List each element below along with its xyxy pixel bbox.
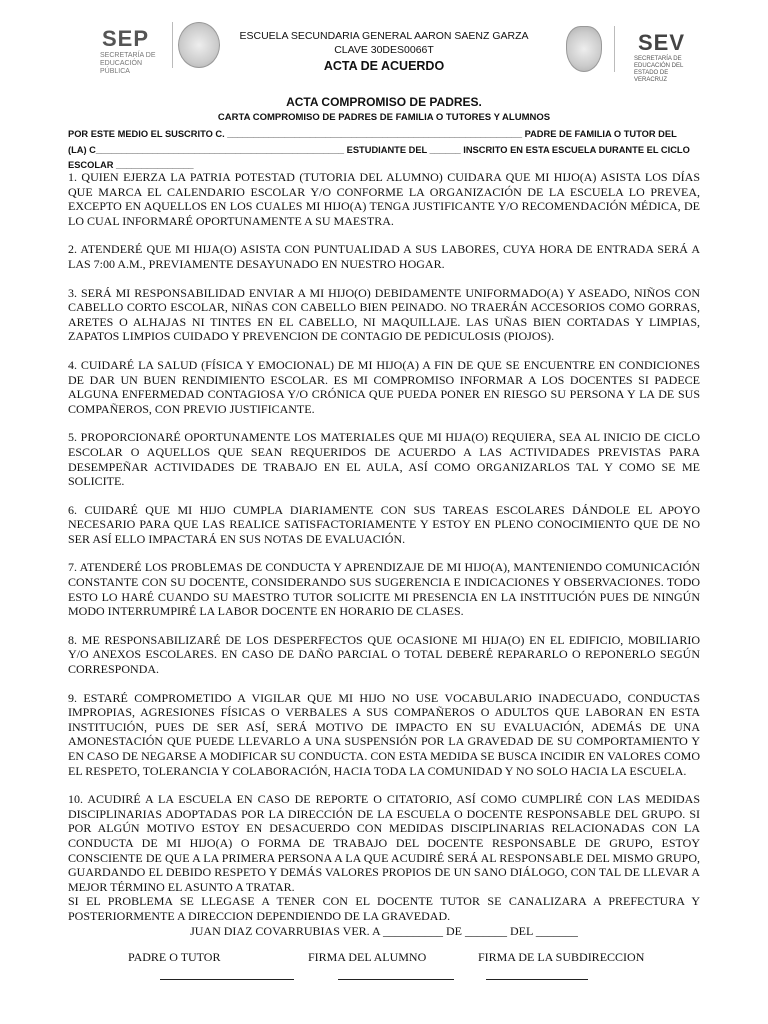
commitment-item: 4. CUIDARÉ LA SALUD (FÍSICA Y EMOCIONAL) DE MI HIJO(A) A FIN DE QUE SE ENCUENTRE EN CONDICIONES DE DAR UN BUEN RENDIMIENTO ESCOLAR. ES MI COMPROMISO INFORMAR A LOS DOCENTES SI PADECE ALGUNA ENFERMEDAD CONTAGIOSA Y/O CRÓNICA QUE PUEDA PONER EN RIESGO SU PERSONA Y LA DE SUS COMPAÑEROS, CON PREVIO JUSTIFICANTE.	[68, 357, 700, 416]
commitment-item: 8. ME RESPONSABILIZARÉ DE LOS DESPERFECTOS QUE OCASIONE MI HIJA(O) EN EL EDIFICIO, MOBILIARIO Y/O ANEXOS ESCOLARES. EN CASO DE DAÑO PARCIAL O TOTAL DEBERÉ REPARARLO O REPONERLO SEGÚN CORRESPONDA.	[68, 632, 700, 677]
commitment-item: 5. PROPORCIONARÉ OPORTUNAMENTE LOS MATERIALES QUE MI HIJA(O) REQUIERA, SEA AL INICIO DE CICLO ESCOLAR O AQUELLOS QUE SEAN REQUERIDOS DE ACUERDO A LAS ACTIVIDADES PREVISTAS PARA DESEMPEÑAR ACTIVIDADES DE TRABAJO EN EL AULA, ASÍ COMO ORGANIZARLOS TAL Y COMO SE ME SOLICITE.	[68, 430, 700, 489]
commitment-item: 6. CUIDARÉ QUE MI HIJO CUMPLA DIARIAMENTE CON SUS TAREAS ESCOLARES DÁNDOLE EL APOYO NECESARIO PARA QUE LAS REALICE SATISFACTORIAMENTE Y ESTOY EN PLENO CONOCIMIENTO QUE DE NO SER ASÍ ELLO IMPACTARÁ EN SUS NOTAS DE EVALUACIÓN.	[68, 502, 700, 546]
sev-logo-abbr: SEV	[638, 30, 686, 55]
acta-heading: ACTA DE ACUERDO	[323, 59, 445, 73]
commitment-item: 2. ATENDERÉ QUE MI HIJA(O) ASISTA CON PUNTUALIDAD A SUS LABORES, CUYA HORA DE ENTRADA SERÁ A LAS 7:00 A.M., PREVIAMENTE DESAYUNADO EN NUESTRO HOGAR.	[68, 242, 700, 271]
intro-line-2: (LA) C________________________________________________ ESTUDIANTE DEL ______ INSCRITO EN ESTA ESCUELA DURANTE EL CICLO	[68, 145, 690, 155]
document-title: ACTA COMPROMISO DE PADRES.	[286, 95, 482, 109]
commitment-item: 10. ACUDIRÉ A LA ESCUELA EN CASO DE REPORTE O CITATORIO, ASÍ COMO CUMPLIRÉ CON LAS MEDIDAS DISCIPLINARIAS ADOPTADAS POR LA DIRECCIÓN DE LA ESCUELA O DOCENTE RESPONSABLE DEL GRUPO. SI POR ALGÚN MOTIVO ESTOY EN DESACUERDO CON MEDIDAS DISCIPLINARIAS RELACIONADAS CON LA CONDUCTA DE MI HIJO(A) O FORMA DE TRABAJO DEL DOCENTE RESPONSABLE DE GRUPO, ESTOY CONSCIENTE DE QUE A LA PRIMERA PERSONA A LA QUE ACUDIRÉ SERÁ AL RESPONSABLE DEL MISMO GRUPO, GUARDANDO EL DEBIDO RESPETO Y DEMÁS VALORES PROPIOS DE UN SANO DIÁLOGO, CON TAL DE LLEVAR A MEJOR TÉRMINO EL ASUNTO A TRATAR.	[68, 792, 700, 894]
school-name: ESCUELA SECUNDARIA GENERAL AARON SAENZ GARZA	[239, 30, 529, 42]
sep-logo-subtitle: SECRETARÍA DE EDUCACIÓN PÚBLICA	[100, 52, 156, 75]
signature-student	[308, 950, 458, 980]
school-clave: CLAVE 30DES0066T	[334, 44, 434, 56]
commitment-item: 9. ESTARÉ COMPROMETIDO A VIGILAR QUE MI HIJO NO USE VOCABULARIO INADECUADO, CONDUCTAS IMPROPIAS, AGRESIONES FÍSICAS O VERBALES A SUS COMPAÑEROS O ADULTOS QUE LABORAN EN ESTA INSTITUCIÓN, PUES DE SER ASÍ, SERÁ MOTIVO DE IMPACTO EN SU EVALUACIÓN, ADEMÁS DE UNA AMONESTACIÓN QUE PUEDE LLEVARLO A UNA SUSPENSIÓN POR LA GRAVEDAD DE SU COMPORTAMIENTO Y EN CASO DE NEGARSE A MODIFICAR SU CONDUCTA. CON ESTA MEDIDA SE BUSCA INCIDIR EN VALORES COMO EL RESPETO, TOLERANCIA Y COLABORACIÓN, HACIA TODA LA COMUNIDAD Y NO SOLO HACIA LA ESCUELA.	[68, 690, 700, 778]
signature-parent	[128, 950, 294, 980]
document-subtitle: CARTA COMPROMISO DE PADRES DE FAMILIA O TUTORES Y ALUMNOS	[217, 112, 551, 123]
closing-paragraph: SI EL PROBLEMA SE LLEGASE A TENER CON EL DOCENTE TUTOR SE CANALIZARA A PREFECTURA Y POSTERIORMENTE A DIRECCION DEPENDIENDO DE LA GRAVEDAD.	[68, 894, 700, 923]
sep-logo-abbr: SEP	[102, 26, 150, 51]
signature-label: PADRE O TUTOR	[128, 950, 221, 964]
signature-label: FIRMA DE LA SUBDIRECCION	[478, 950, 645, 964]
commitment-item: 3. SERÁ MI RESPONSABILIDAD ENVIAR A MI HIJO(O) DEBIDAMENTE UNIFORMADO(A) Y ASEADO, NIÑOS CON CABELLO CORTO ESCOLAR, NIÑAS CON CABELLO BIEN PEINADO. NO TRAERÁN ACCESORIOS COMO GORRAS, ARETES O ALHAJAS NI TINTES EN EL CABELLO, NI MAQUILLAJE. LAS UÑAS BIEN CORTADAS Y LIMPIAS, ZAPATOS LIMPIOS CUIDADO Y PREVENCION DE CONTAGIO DE PEDICULOSIS (PIOJOS).	[68, 285, 700, 344]
sev-logo-subtitle: SECRETARÍA DE EDUCACIÓN DEL ESTADO DE VERACRUZ	[634, 56, 684, 83]
place-date-line: JUAN DIAZ COVARRUBIAS VER. A __________ DE _______ DEL _______	[190, 924, 578, 938]
signature-line	[160, 971, 294, 980]
commitment-item: 1. QUIEN EJERZA LA PATRIA POTESTAD (TUTORIA DEL ALUMNO) CUIDARA QUE MI HIJO(A) ASISTA LOS DÍAS QUE MARCA EL CALENDARIO ESCOLAR Y/O CONFORME LA ORGANIZACIÓN DE LA ESCUELA LO PREVEA, EXCEPTO EN AQUELLOS EN LOS CUALES MI HIJO(A) TENGA JUSTIFICANTE Y/O RECOMENDACIÓN MÉDICA, DE LO CUAL INFORMARÉ OPORTUNAMENTE A SU MAESTRA.	[68, 170, 700, 228]
intro-line-3: ESCOLAR _______________	[68, 160, 194, 170]
commitments-list	[68, 170, 700, 938]
signature-label: FIRMA DEL ALUMNO	[308, 950, 427, 964]
signature-subdireccion	[478, 950, 650, 980]
commitment-item: 7. ATENDERÉ LOS PROBLEMAS DE CONDUCTA Y APRENDIZAJE DE MI HIJO(A), MANTENIENDO COMUNICACIÓN CONSTANTE CON SU DOCENTE, CONSIDERANDO SUS SUGERENCIA E INDICACIONES Y OBSERVACIONES. TODO ESTO LO HARÉ CUANDO SU MAESTRO TUTOR SOLICITE MI PRESENCIA EN LA INSTITUCIÓN PUES DE NINGÚN MODO INTERRUMPIRÉ LA LABOR DOCENTE EN HORARIO DE CLASES.	[68, 560, 700, 619]
intro-line-1: POR ESTE MEDIO EL SUSCRITO C. _________________________________________________________ PADRE DE FAMILIA O TUTOR DEL	[68, 129, 677, 139]
signature-line	[486, 971, 588, 980]
signature-line	[338, 971, 454, 980]
